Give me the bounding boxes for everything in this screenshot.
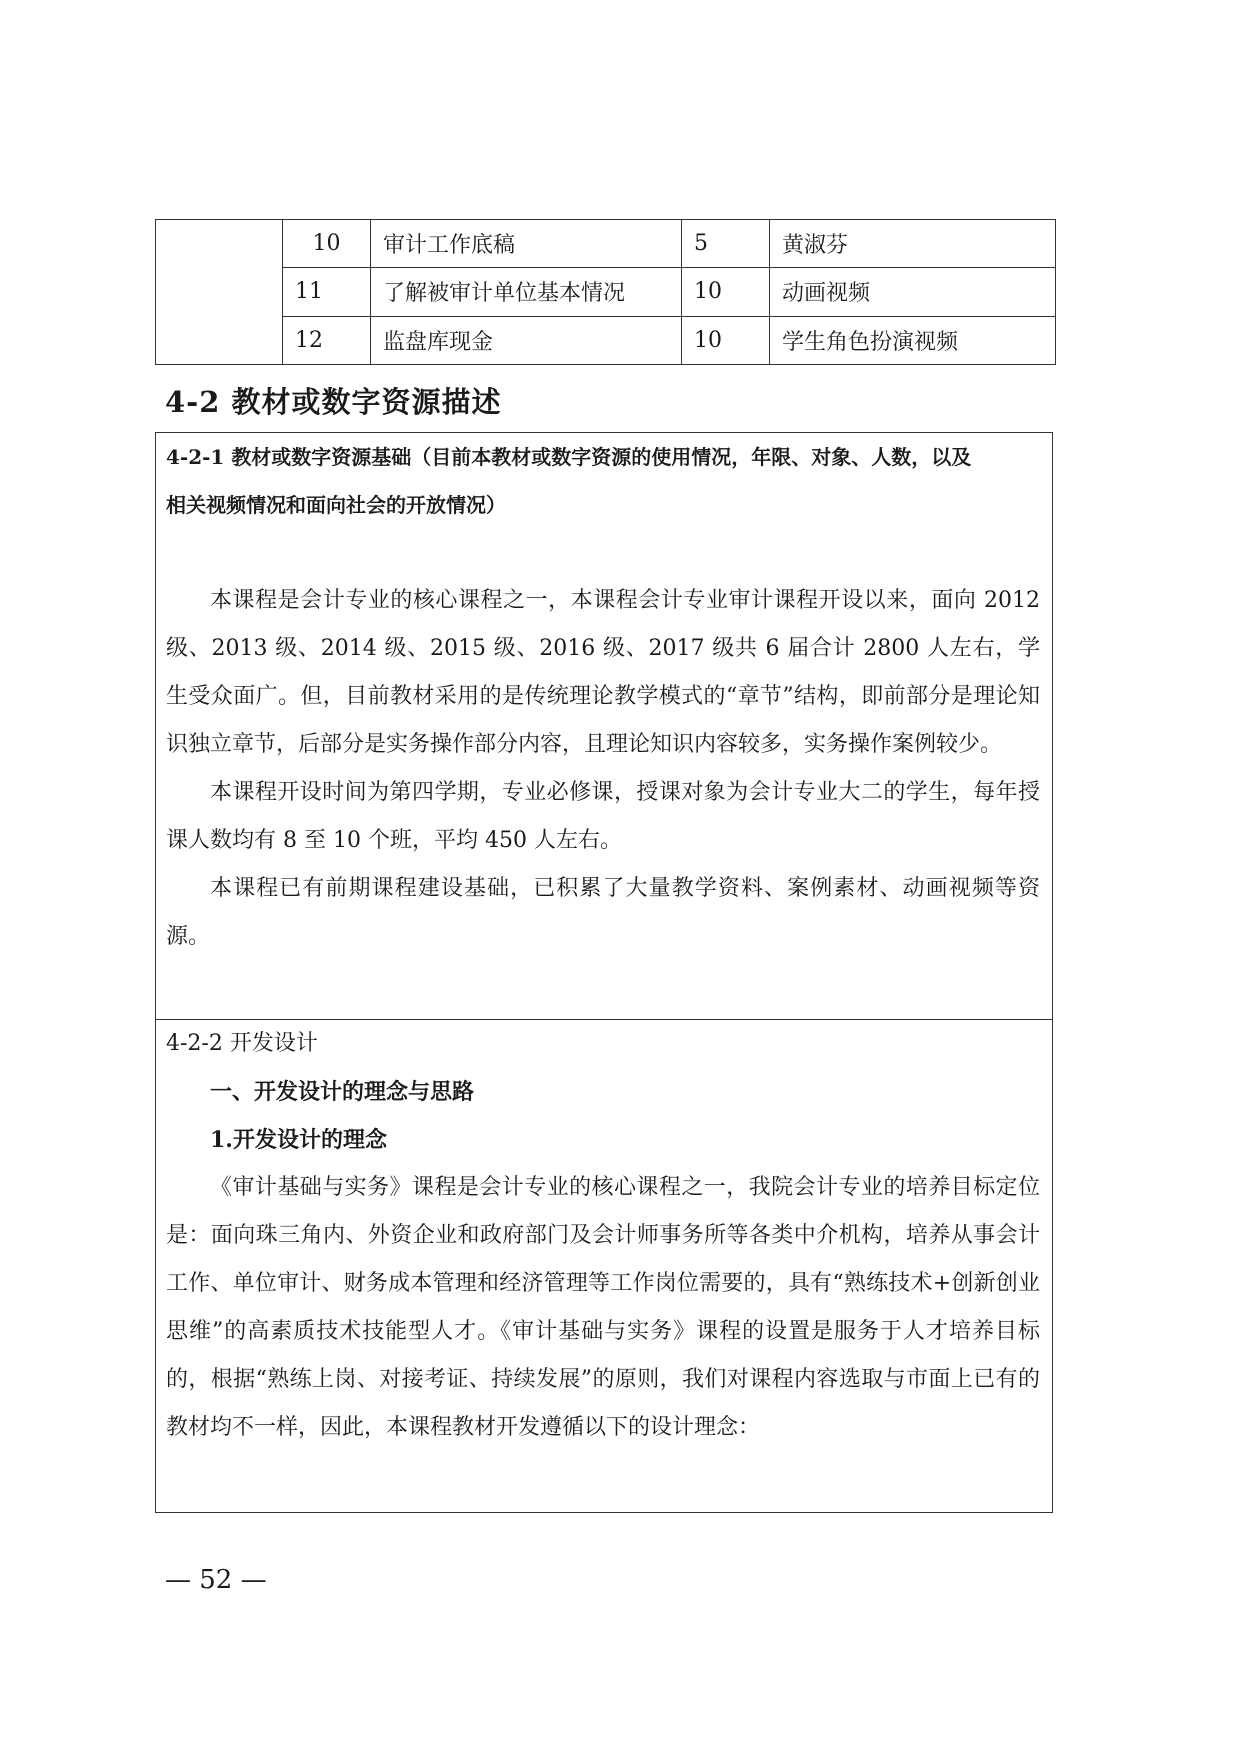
resource-count-cell: 5 — [682, 220, 770, 268]
resource-name-cell: 审计工作底稿 — [371, 220, 682, 268]
design-concept-heading: 一、开发设计的理念与思路 — [210, 1079, 475, 1105]
page-number: — 52 — — [165, 1565, 267, 1595]
resource-basis-title-line1: 4-2-1 教材或数字资源基础（目前本教材或数字资源的使用情况，年限、对象、人数，以及 — [166, 445, 972, 469]
resource-count-cell: 10 — [682, 316, 770, 364]
resource-basis-title-line2: 相关视频情况和面向社会的开放情况） — [166, 493, 506, 517]
table-row — [156, 220, 1056, 268]
resource-type-cell: 学生角色扮演视频 — [770, 316, 1056, 364]
resource-basis-paragraph: 本课程已有前期课程建设基础，已积累了大量教学资料、案例素材、动画视频等资源。 — [166, 876, 1040, 949]
table-row — [156, 316, 1056, 364]
resource-basis-title — [156, 433, 1052, 529]
resource-type-cell: 动画视频 — [770, 268, 1056, 316]
design-concept-subheading: 1.开发设计的理念 — [210, 1127, 387, 1153]
development-design-box — [155, 1020, 1053, 1513]
table-row — [156, 268, 1056, 316]
resource-name-cell: 监盘库现金 — [371, 316, 682, 364]
design-concept-paragraph: 《审计基础与实务》课程是会计专业的核心课程之一，我院会计专业的培养目标定位是：面向珠三角内、外资企业和政府部门及会计师事务所等各类中介机构，培养从事会计工作、单位审计、财务成本管理和经济管理等工作岗位需要的，具有“熟练技术+创新创业思维”的高素质技术技能型人才。《审计基础与实务》课程的设置是服务于人才培养目标的，根据“熟练上岗、对接考证、持续发展”的原则，我们对课程内容选取与市面上已有的教材均不一样，因此，本课程教材开发遵循以下的设计理念： — [166, 1175, 1040, 1440]
resource-basis-paragraph: 本课程是会计专业的核心课程之一，本课程会计专业审计课程开设以来，面向 2012 级、2013 级、2014 级、2015 级、2016 级、2017 级共 6 届合计 2800 人左右，学生受众面广。但，目前教材采用的是传统理论教学模式的“章节”结构，即前部分是理论知识独立章节，后部分是实务操作部分内容，且理论知识内容较多，实务操作案例较少。 — [166, 588, 1040, 757]
resource-basis-box — [155, 432, 1053, 1020]
development-design-title: 4-2-2 开发设计 — [166, 1031, 318, 1056]
row-number-cell: 12 — [283, 316, 371, 364]
resource-count-cell: 10 — [682, 268, 770, 316]
resource-table — [155, 219, 1056, 365]
section-heading: 4-2 教材或数字资源描述 — [165, 385, 502, 419]
resource-name-cell: 了解被审计单位基本情况 — [371, 268, 682, 316]
resource-basis-paragraph: 本课程开设时间为第四学期，专业必修课，授课对象为会计专业大二的学生，每年授课人数均有 8 至 10 个班，平均 450 人左右。 — [166, 780, 1040, 853]
row-number-cell: 11 — [283, 268, 371, 316]
resource-type-cell: 黄淑芬 — [770, 220, 1056, 268]
row-number-cell: 10 — [283, 220, 371, 268]
merged-category-cell — [156, 220, 283, 365]
